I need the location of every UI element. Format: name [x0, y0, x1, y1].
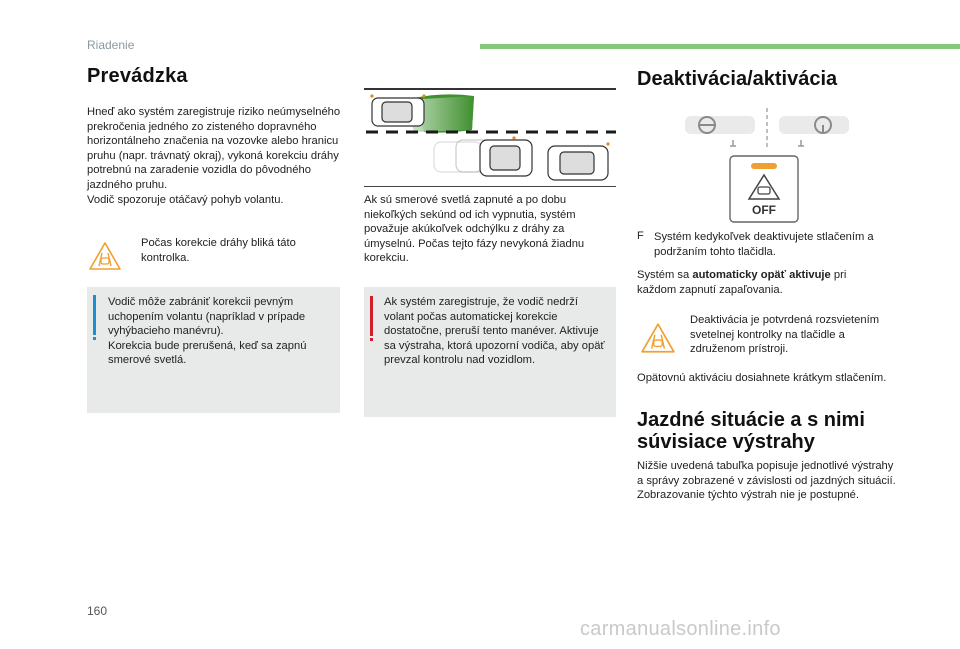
heading-prevadzka: Prevádzka	[87, 65, 188, 87]
info-text: Vodič môže zabrániť korekcii pevným uchopením volantu (napríklad v prípade vyhýbacieho manévru). Korekcia bude prerušená, keď sa zapnú smerové svetlá.	[108, 296, 307, 367]
deactivation-confirmed-text: Deaktivácia je potvrdená rozsvietením svetelnej kontrolky na tlačidle a združenom prístroji.	[690, 314, 880, 356]
illustration-bottom-rule	[364, 186, 616, 187]
page-number: 160	[87, 604, 108, 618]
heading-deaktivacia: Deaktivácia/aktivácia	[637, 68, 838, 90]
info-icon	[93, 295, 96, 335]
info-icon-dot	[93, 337, 96, 340]
lane-correction-illustration	[364, 90, 616, 186]
turn-signal-caption: Ak sú smerové svetlá zapnuté a po dobu niekoľkých sekúnd od ich vypnutia, systém považuje akúkoľvek odchýlku z dráhy za úmyselnú. Počas tejto fázy nevykoná žiadnu korekciu.	[364, 194, 585, 265]
lane-warning-icon	[88, 241, 122, 271]
section-accent-bar	[480, 44, 960, 49]
lane-warning-icon	[640, 322, 676, 354]
intro-paragraph: Hneď ako systém zaregistruje riziko neúmyselného prekročenia jedného zo zisteného dopravného horizontálneho značenia na vozovke alebo hranicu pruhu (napr. trávnatý okraj), vykoná korekciu dráhy potrebnú na zaradenie vozidla do pôvodného jazdného pruhu. Vodič spozoruje otáčavý pohyb volantu.	[87, 106, 341, 206]
watermark: carmanualsonline.info	[580, 618, 781, 640]
heading-jazdne-situacie: Jazdné situácie a s nimi súvisiace výstrahy	[637, 409, 865, 453]
auto-reactivate-text: Systém sa automaticky opäť aktivuje pri každom zapnutí zapaľovania.	[637, 269, 847, 296]
off-label: OFF	[752, 203, 776, 217]
section-label: Riadenie	[87, 38, 135, 52]
alert-icon	[370, 296, 373, 336]
deactivate-instruction: Systém kedykoľvek deaktivujete stlačením a podržaním tohto tlačidla.	[654, 231, 874, 258]
table-intro-text: Nižšie uvedená tabuľka popisuje jednotlivé výstrahy a správy zobrazené v závislosti od jazdných situácií. Zobrazovanie týchto výstrah nie je postupné.	[637, 460, 896, 502]
reactivation-text: Opätovnú aktiváciu dosiahnete krátkym stlačením.	[637, 372, 887, 384]
steering-wheel-icon	[683, 108, 851, 152]
alert-icon-dot	[370, 338, 373, 341]
warning-lamp-text: Počas korekcie dráhy bliká táto kontrolka.	[141, 237, 296, 264]
alert-text: Ak systém zaregistruje, že vodič nedrží volant počas automatickej korekcie dostatočne, preruší tento manéver. Aktivuje sa výstraha, ktorá upozorní vodiča, aby opäť prevzal kontrolu nad vozidlom.	[384, 296, 605, 367]
bullet-marker: F	[637, 230, 644, 242]
